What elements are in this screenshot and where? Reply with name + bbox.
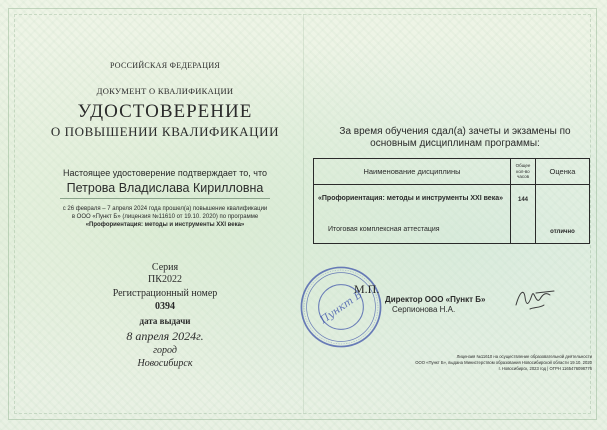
page-fold [303, 14, 304, 414]
city-label: город [153, 345, 177, 356]
program-organization: в ООО «Пункт Б» (лицензия №11610 от 19.10. 2020) по программе [71, 214, 259, 221]
column-header-hours: Общее кол-во часов [511, 159, 536, 185]
grades-table [313, 158, 590, 244]
exams-intro-text: За время обучения сдал(а) зачеты и экзамены по основным дисциплинам программы: [339, 126, 571, 149]
subject-final-attestation: Итоговая комплексная аттестация [328, 226, 440, 233]
grade-final-attestation: отлично [550, 229, 575, 235]
city-value: Новосибирск [137, 358, 193, 369]
license-info [330, 354, 592, 372]
program-description [40, 205, 290, 230]
hours-program: 144 [517, 197, 528, 203]
hours-cell [511, 185, 536, 244]
license-line: ООО «Пункт Б», выдана Министерством образования Новосибирской области 19.10. 2020 [415, 360, 592, 365]
series-label: Серия [151, 262, 179, 273]
program-dates: с 26 февраля – 7 апреля 2024 года прошел(а) повышение квалификации [62, 206, 268, 212]
registration-number-label: Регистрационный номер [112, 288, 218, 299]
organization-stamp [298, 264, 384, 350]
column-header-subject: Наименование дисциплины [314, 159, 511, 185]
country-name: РОССИЙСКАЯ ФЕДЕРАЦИЯ [109, 61, 221, 70]
seal-placeholder: М.П. [354, 282, 380, 296]
document-subtitle: О ПОВЫШЕНИИ КВАЛИФИКАЦИИ [50, 124, 280, 139]
table-row [314, 185, 590, 244]
stamp-text: Пункт Б [317, 288, 365, 327]
series-value: ПК2022 [148, 274, 182, 285]
column-header-grade: Оценка [536, 159, 590, 185]
name-underline [60, 198, 270, 199]
program-name: «Профориентация: методы и инструменты XXI века» [85, 222, 245, 229]
issue-date-label: дата выдачи [139, 316, 191, 326]
document-type: ДОКУМЕНТ О КВАЛИФИКАЦИИ [96, 86, 234, 96]
license-line: Лицензия №11610 на осуществление образовательной деятельности [456, 354, 592, 359]
document-title: УДОСТОВЕРЕНИЕ [77, 101, 253, 122]
director-signature [510, 283, 558, 313]
table-header-row [314, 159, 590, 185]
director-name: Серпионова Н.А. [392, 305, 456, 314]
license-line: г. Новосибирск, 2023 год | ОГРН 1165476098776 [498, 366, 592, 371]
subject-program: «Профориентация: методы и инструменты XXI века» [318, 195, 503, 202]
grade-cell [536, 185, 590, 244]
confirmation-text: Настоящее удостоверение подтверждает то, что [63, 168, 267, 178]
issue-date-value: 8 апреля 2024г. [126, 329, 204, 343]
subject-cell [314, 185, 511, 244]
holder-full-name: Петрова Владислава Кирилловна [66, 181, 264, 195]
director-title: Директор ООО «Пункт Б» [385, 295, 486, 304]
registration-number-value: 0394 [155, 301, 175, 312]
